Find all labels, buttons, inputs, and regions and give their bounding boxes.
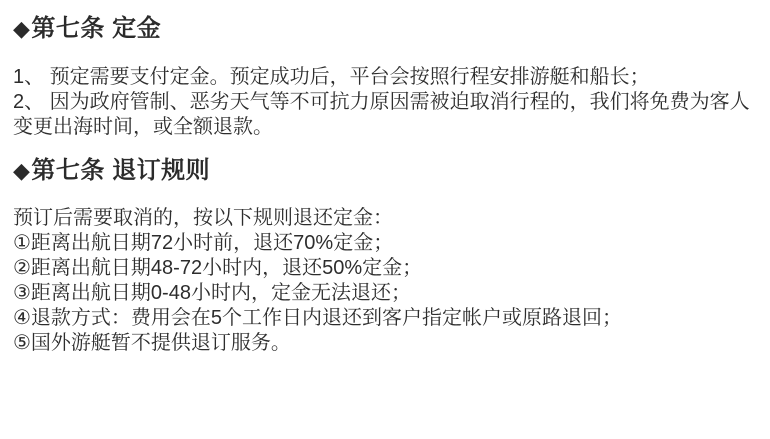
cancellation-rules-block xyxy=(13,206,756,356)
cancellation-rule-1: ①距离出航日期72小时前，退还70%定金； xyxy=(13,232,394,254)
deposit-clause-1: 1、 预定需要支付定金。预定成功后，平台会按照行程安排游艇和船长； xyxy=(13,66,650,88)
section-heading-deposit xyxy=(13,14,756,44)
cancellation-intro: 预订后需要取消的，按以下规则退还定金： xyxy=(13,207,393,229)
cancellation-rules-list xyxy=(13,231,756,356)
deposit-clause-2: 2、 因为政府管制、恶劣天气等不可抗力原因需被迫取消行程的，我们将免费为客人变更出海时间，或全额退款。 xyxy=(13,91,750,138)
cancellation-rule-5: ⑤国外游艇暂不提供退订服务。 xyxy=(13,332,291,354)
section-heading-cancellation xyxy=(13,156,756,186)
deposit-clauses xyxy=(13,65,756,140)
diamond-bullet-icon: ◆ xyxy=(13,16,31,41)
cancellation-rule-3: ③距离出航日期0-48小时内，定金无法退还； xyxy=(13,282,411,304)
diamond-bullet-icon: ◆ xyxy=(13,158,31,183)
cancellation-rule-4: ④退款方式：费用会在5个工作日内退还到客户指定帐户或原路退回； xyxy=(13,307,623,329)
section-heading-deposit-title: 第七条 定金 xyxy=(31,15,162,42)
cancellation-rule-2: ②距离出航日期48-72小时内，退还50%定金； xyxy=(13,257,423,279)
section-heading-cancellation-title: 第七条 退订规则 xyxy=(31,157,211,184)
